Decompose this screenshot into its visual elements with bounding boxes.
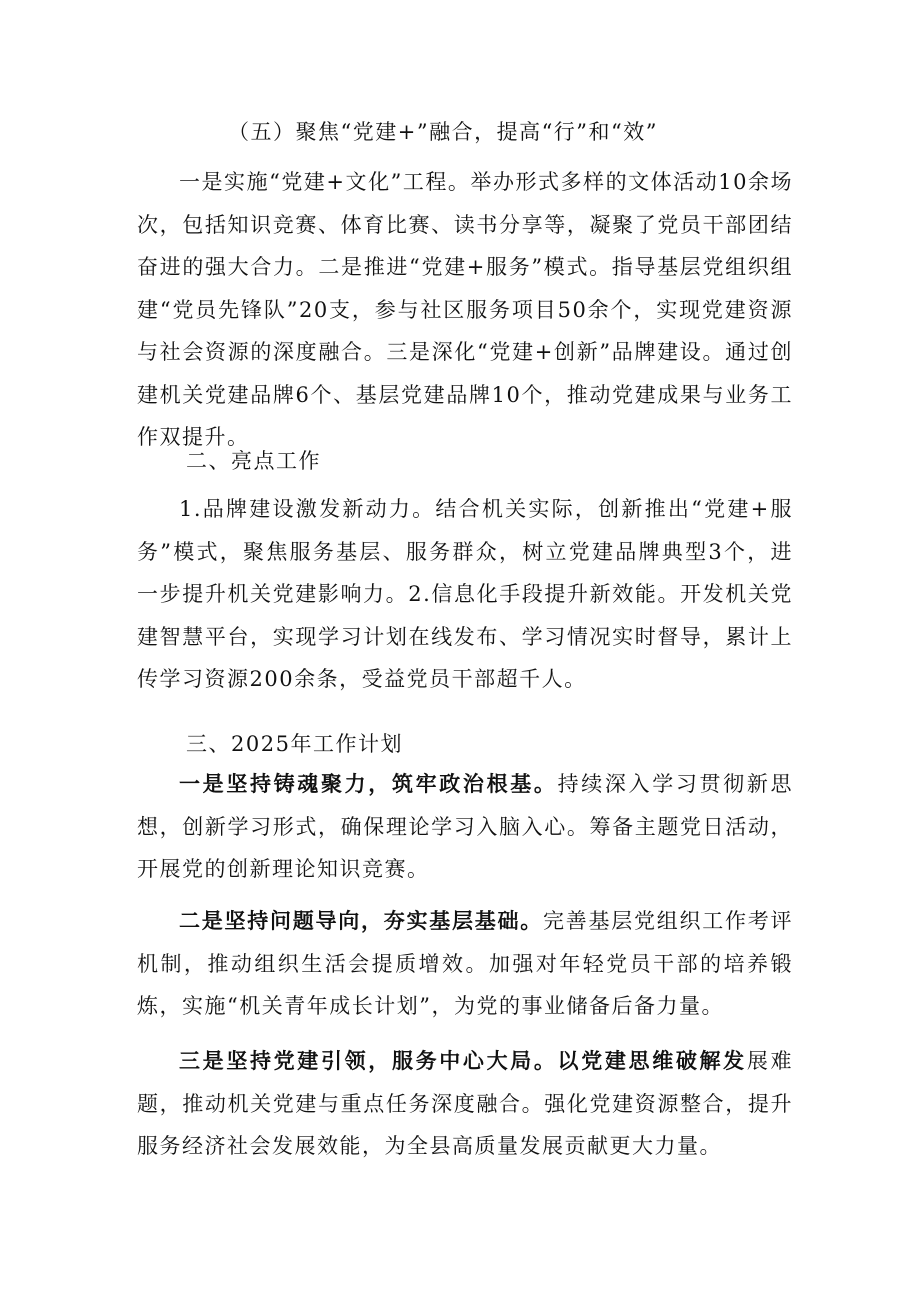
plan-item-two bbox=[137, 900, 793, 1028]
plan-item-one bbox=[137, 763, 793, 891]
plan-item-one-text: 持续深入学习贯彻新思想，创新学习形式，确保理论学习入脑入心。筹备主题党日活动，开展党的创新理论知识竞赛。 bbox=[137, 772, 794, 881]
plan-item-two-lead: 二是坚持问题导向，夯实基层基础。 bbox=[179, 908, 543, 933]
plan-item-one-lead: 一是坚持铸魂聚力，筑牢政治根基。 bbox=[179, 771, 558, 796]
section-three-heading: 三、2025年工作计划 bbox=[186, 732, 403, 756]
plan-item-three-text: 展难题，推动机关党建与重点任务深度融合。强化党建资源整合，提升服务经济社会发展效能，为全县高质量发展贡献更大力量。 bbox=[137, 1049, 794, 1158]
plan-item-three-lead: 三是坚持党建引领，服务中心大局。以党建思维破解发 bbox=[179, 1048, 747, 1073]
section-two-heading: 二、亮点工作 bbox=[186, 449, 321, 473]
section-two-paragraph: 1.品牌建设激发新动力。结合机关实际，创新推出“党建+服务”模式，聚焦服务基层、服务群众，树立党建品牌典型3个，进一步提升机关党建影响力。2.信息化手段提升新效能。开发机关党建智慧平台，实现学习计划在线发布、学习情况实时督导，累计上传学习资源200余条，受益党员干部超千人。 bbox=[137, 497, 793, 691]
plan-item-three bbox=[137, 1040, 793, 1168]
section-five-heading: （五）聚焦“党建+”融合，提高“行”和“效” bbox=[228, 120, 659, 144]
plan-item-two-text: 完善基层党组织工作考评机制，推动组织生活会提质增效。加强对年轻党员干部的培养锻炼，实施“机关青年成长计划”，为党的事业储备后备力量。 bbox=[137, 909, 793, 1018]
section-five-paragraph: 一是实施“党建+文化”工程。举办形式多样的文体活动10余场次，包括知识竞赛、体育比赛、读书分享等，凝聚了党员干部团结奋进的强大合力。二是推进“党建+服务”模式。指导基层党组织组建“党员先锋队”20支，参与社区服务项目50余个，实现党建资源与社会资源的深度融合。三是深化“党建+创新”品牌建设。通过创建机关党建品牌6个、基层党建品牌10个，推动党建成果与业务工作双提升。 bbox=[137, 170, 793, 449]
